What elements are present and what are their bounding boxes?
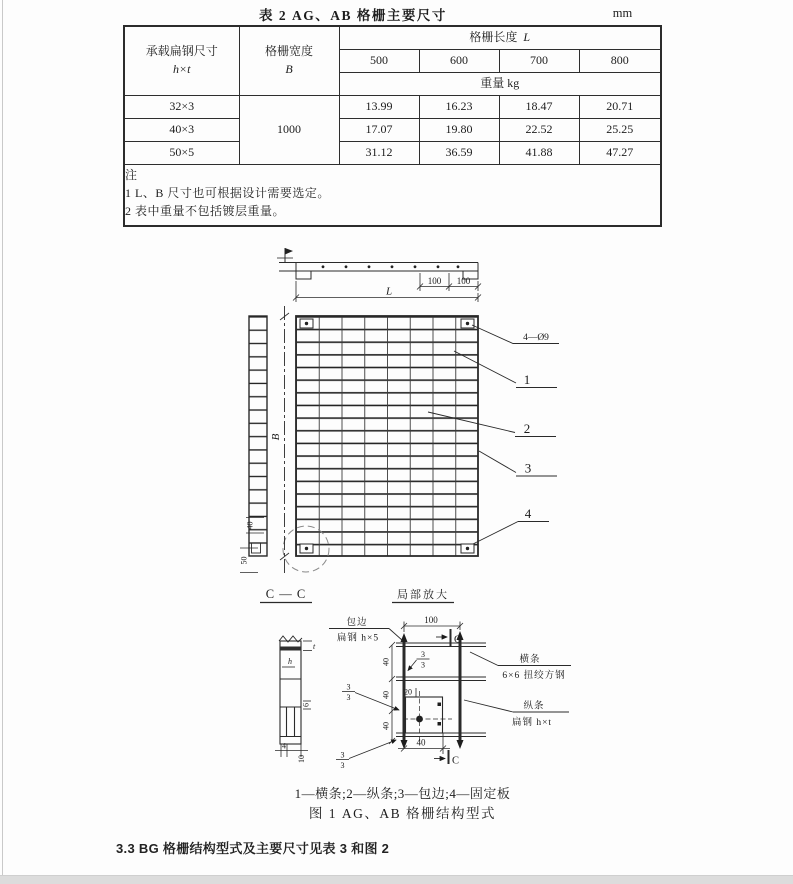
note-1: 1 L、B 尺寸也可根据设计需要选定。 xyxy=(125,185,330,200)
table-title: 表 2 AG、AB 格栅主要尺寸 xyxy=(259,8,447,23)
header-size: 承载扁钢尺寸 h×t xyxy=(124,26,239,95)
crossbar-callout-spec: 6×6 扭绞方钢 xyxy=(502,671,566,681)
size-cell: 50×5 xyxy=(124,141,239,164)
weld-symbol xyxy=(336,740,396,770)
detail-drawing xyxy=(329,615,571,770)
note-label: 注 xyxy=(125,168,138,183)
dim-10-label: 10 xyxy=(297,755,306,763)
cut-c-bottom-label: C xyxy=(452,755,460,767)
svg-text:3: 3 xyxy=(340,750,345,760)
length-col-800: 800 xyxy=(579,49,661,72)
weight-cell: 19.80 xyxy=(419,118,499,141)
weight-cell: 13.99 xyxy=(339,95,419,118)
weight-cell: 41.88 xyxy=(499,141,579,164)
page-bottom-edge xyxy=(0,875,793,884)
cut-c-top-label: C xyxy=(454,634,462,646)
callout-holes-label: 4—Ø9 xyxy=(523,333,549,343)
header-size-var: h×t xyxy=(173,61,191,76)
section-cc-drawing xyxy=(275,636,316,763)
svg-text:3: 3 xyxy=(421,660,425,670)
detail-dim-40b: 40 xyxy=(381,691,391,699)
weight-cell: 22.52 xyxy=(499,118,579,141)
svg-text:3: 3 xyxy=(340,761,345,770)
callout-3-label: 3 xyxy=(524,460,532,476)
detail-dim-20: 20 xyxy=(404,687,412,697)
dim-50-label: 50 xyxy=(239,556,249,565)
dim-100-right: 100 xyxy=(456,276,471,286)
header-length-span: 格栅长度 L xyxy=(339,26,661,49)
weight-cell: 31.12 xyxy=(339,141,419,164)
edge-callout-spec: 扁钢 h×5 xyxy=(336,633,380,644)
figure-caption: 图 1 AG、AB 格栅结构型式 xyxy=(308,806,497,821)
callout-1-label: 1 xyxy=(523,372,531,387)
weight-cell: 18.47 xyxy=(499,95,579,118)
dim-h-label: h xyxy=(288,657,292,666)
weight-cell: 47.27 xyxy=(579,141,661,164)
width-value-cell: 1000 xyxy=(239,95,339,164)
note-2: 2 表中重量不包括镀层重量。 xyxy=(125,203,286,218)
detail-dim-40c: 40 xyxy=(381,722,391,730)
header-width-var: B xyxy=(285,61,293,76)
dim-t-label: t xyxy=(313,642,316,651)
size-cell: 32×3 xyxy=(124,95,239,118)
dim-100-100 xyxy=(417,273,481,291)
edge-callout xyxy=(329,616,403,644)
dim-6-label: 6 xyxy=(301,703,311,707)
length-col-700: 700 xyxy=(499,49,579,72)
section-cc-label: C — C xyxy=(265,587,307,601)
edge-callout-title: 包边 xyxy=(346,618,368,628)
dim-B-label: B xyxy=(270,433,282,441)
crossbar-end-dots xyxy=(322,265,460,268)
dim-4-label: 4 xyxy=(282,741,286,751)
crossbar-callout-title: 横条 xyxy=(519,655,541,665)
top-side-view xyxy=(277,248,478,279)
table-unit-label: mm xyxy=(612,6,633,20)
svg-text:3: 3 xyxy=(421,650,425,659)
longbar-callout-spec: 扁钢 h×t xyxy=(511,718,553,728)
svg-text:3: 3 xyxy=(346,682,351,692)
dim-B xyxy=(270,306,289,574)
weight-cell: 20.71 xyxy=(579,95,661,118)
weight-cell: 16.23 xyxy=(419,95,499,118)
length-col-500: 500 xyxy=(339,49,419,72)
longbar-callout xyxy=(464,700,569,729)
detail-title-label: 局部放大 xyxy=(397,589,449,601)
detail-dim-40-bottom: 40 xyxy=(416,737,426,748)
svg-text:3: 3 xyxy=(346,693,351,702)
weld-symbol xyxy=(408,650,430,671)
size-cell: 40×3 xyxy=(124,118,239,141)
plan-view-grid xyxy=(283,316,478,572)
section-3-3-text: 3.3 BG 格栅结构型式及主要尺寸见表 3 和图 2 xyxy=(116,841,390,856)
dim-L xyxy=(293,281,481,302)
dim-L-label: L xyxy=(385,285,393,298)
weld-flag xyxy=(277,248,293,262)
detail-dim-100: 100 xyxy=(424,615,438,625)
longbar-callout-title: 纵条 xyxy=(523,701,545,712)
length-col-600: 600 xyxy=(419,49,499,72)
detail-dim-40a: 40 xyxy=(381,658,391,666)
dim-100-left: 100 xyxy=(427,276,442,286)
header-width: 格栅宽度 B xyxy=(239,26,339,95)
weight-cell: 36.59 xyxy=(419,141,499,164)
dim-40-label: 40 xyxy=(245,521,255,530)
weight-cell: 17.07 xyxy=(339,118,419,141)
weight-cell: 25.25 xyxy=(579,118,661,141)
callout-2-label: 2 xyxy=(523,421,531,436)
callout-4-label: 4 xyxy=(524,506,532,521)
figure-legend: 1—横条;2—纵条;3—包边;4—固定板 xyxy=(294,786,511,801)
side-elevation-strip xyxy=(249,316,267,556)
header-weight: 重量 kg xyxy=(339,72,661,95)
